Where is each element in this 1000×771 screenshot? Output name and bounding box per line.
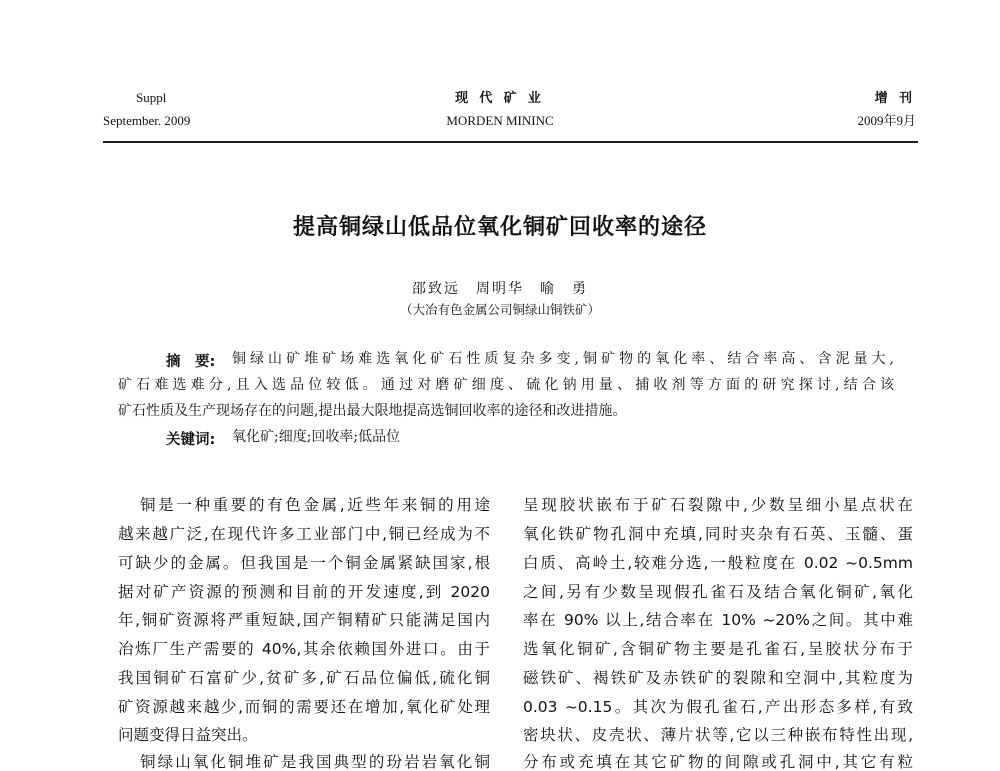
body-line: 越来越广泛,在现代许多工业部门中,铜已经成为不 [118, 525, 490, 543]
article-affiliation: （大冶有色金属公司铜绿山铜铁矿） [399, 302, 600, 317]
body-line: 铜绿山氧化铜堆矿是我国典型的玢岩岩氧化铜 [140, 753, 490, 771]
article-authors: 邵致远 周明华 喻 勇 [412, 281, 588, 297]
abstract-line: 矿石性质及生产现场存在的问题,提出最大限地提高选铜回收率的途径和改进措施。 [118, 403, 627, 419]
article-title: 提高铜绿山低品位氧化铜矿回收率的途径 [292, 215, 707, 240]
body-line: 氧化铁矿物孔洞中充填,同时夹杂有石英、玉髓、蛋 [523, 525, 913, 543]
body-line: 磁铁矿、褐铁矿及赤铁矿的裂隙和空洞中,其粒度为 [523, 669, 913, 687]
body-line: 0.03 ~0.15。其次为假孔雀石,产出形态多样,有致 [523, 698, 913, 716]
body-line: 选氧化铜矿,含铜矿物主要是孔雀石,呈胶状分布于 [523, 640, 913, 658]
abstract-line: 铜绿山矿堆矿场难选氧化矿石性质复杂多变,铜矿物的氧化率、结合率高、含泥量大, [232, 351, 894, 367]
body-line: 分布或充填在其它矿物的间隙或孔洞中,其它有粒 [523, 753, 913, 771]
body-line: 矿资源越来越少,而铜的需要还在增加,氧化矿处理 [118, 698, 490, 716]
journal-name-cn: 现 代 矿 业 [455, 90, 545, 105]
body-line: 我国铜矿石富矿少,贫矿多,矿石品位偏低,硫化铜 [118, 669, 490, 687]
body-line: 铜是一种重要的有色金属,近些年来铜的用途 [140, 496, 490, 514]
body-line: 问题变得日益突出。 [118, 726, 258, 744]
body-line: 呈现胶状嵌布于矿石裂隙中,少数呈细小星点状在 [523, 496, 913, 514]
header-date-cn: 2009年9月 [857, 113, 916, 128]
keywords-label: 关键词: [166, 432, 216, 448]
body-line: 冶炼厂生产需要的 40%,其余依赖国外进口。由于 [118, 640, 490, 658]
body-line: 据对矿产资源的预测和目前的开发速度,到 2020 [118, 583, 490, 601]
header-suppl: Suppl [136, 90, 167, 105]
header-supplement-cn: 增 刊 [874, 90, 916, 105]
body-line: 年,铜矿资源将严重短缺,国产铜精矿只能满足国内 [118, 611, 490, 629]
journal-name-en: MORDEN MININC [446, 113, 554, 128]
header-rule [103, 141, 918, 143]
body-line: 白质、高岭土,较难分选,一般粒度在 0.02 ~0.5mm [523, 554, 913, 572]
body-line: 率在 90% 以上,结合率在 10% ~20%之间。其中难 [523, 611, 913, 629]
body-line: 密块状、皮壳状、薄片状等,它以三种嵌布特性出现, [523, 726, 913, 744]
keywords: 氧化矿;细度;回收率;低品位 [232, 429, 401, 445]
body-line: 之间,另有少数呈现假孔雀石及结合氧化铜矿,氧化 [523, 583, 913, 601]
abstract-label: 摘 要: [166, 354, 216, 370]
abstract-line: 矿石难选难分,且入选品位较低。通过对磨矿细度、硫化钠用量、捕收剂等方面的研究探讨,结合该 [118, 377, 894, 393]
header-date-en: September. 2009 [103, 113, 191, 128]
body-line: 可缺少的金属。但我国是一个铜金属紧缺国家,根 [118, 554, 490, 572]
